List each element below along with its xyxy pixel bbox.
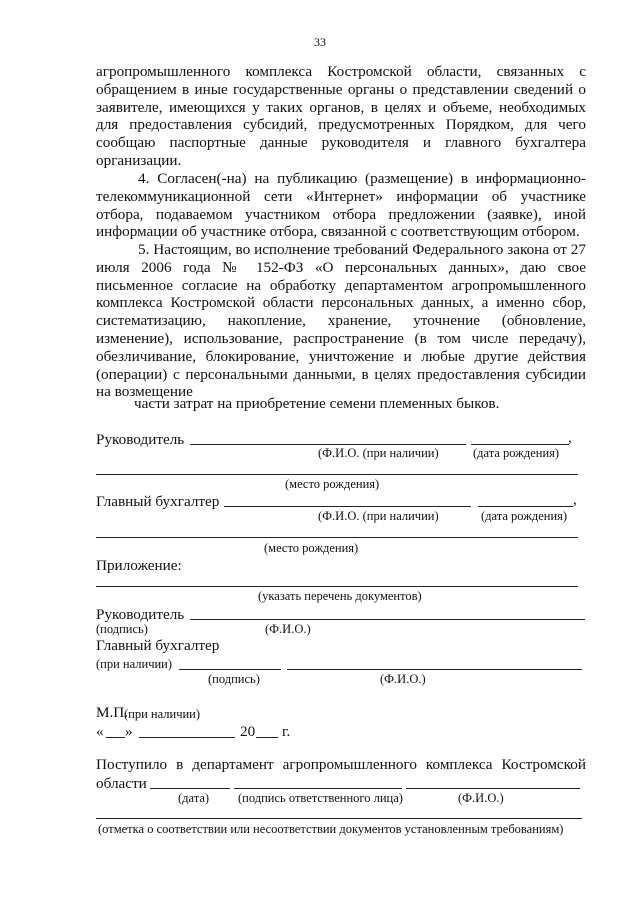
head-birthdate-line[interactable]	[471, 444, 569, 445]
comma-2: ,	[573, 491, 577, 508]
received-fio-caption: (Ф.И.О.)	[458, 791, 504, 805]
received-line-2: области	[96, 775, 147, 792]
attachment-label: Приложение:	[96, 557, 182, 574]
date-month-line[interactable]	[139, 737, 235, 738]
paragraph-publication-consent: 4. Согласен(-на) на публикацию (размещение) в информационно-телекоммуникационной сети «Интернет» информации об участнике отбора, подаваемом участником отбора предложении (заявке), иной информации об участнике отбора, связанной с соответствующим отбором.	[96, 170, 586, 241]
date-year-line[interactable]	[256, 737, 278, 738]
stamp-if-any: (при наличии)	[124, 707, 201, 721]
paragraph-consent-continuation: агропромышленного комплекса Костромской области, связанных с обращением в иные государственные органы о представлении сведений о заявителе, имеющихся у таких органов, в целях и объеме, необходимых для предоставления субсидий, предусмотренных Порядком, для чего сообщаю паспортные данные руководителя и главного бухгалтера организации.	[96, 63, 586, 169]
head-birthdate-caption: (дата рождения)	[473, 446, 560, 460]
received-date-line[interactable]	[150, 788, 230, 789]
sign-accountant-signature-caption: (подпись)	[208, 672, 260, 686]
head-birthplace-caption: (место рождения)	[285, 477, 380, 491]
head-birthplace-line[interactable]	[96, 474, 578, 475]
date-close-quote: »	[125, 723, 133, 740]
sign-head-fio-caption: (Ф.И.О.)	[265, 622, 311, 636]
accountant-birthplace-caption: (место рождения)	[264, 541, 359, 555]
sign-accountant-fio-line[interactable]	[287, 669, 582, 670]
paragraph-subsidy-purpose: части затрат на приобретение семени племенных быков.	[134, 395, 500, 412]
sign-accountant-label: Главный бухгалтер	[96, 637, 220, 654]
attachment-caption: (указать перечень документов)	[258, 589, 422, 603]
date-day-line[interactable]	[106, 737, 125, 738]
accountant-birthplace-line[interactable]	[96, 537, 578, 538]
received-date-caption: (дата)	[178, 791, 210, 805]
comma: ,	[568, 429, 572, 446]
accountant-fio-caption: (Ф.И.О. (при наличии)	[318, 509, 439, 523]
received-fio-line[interactable]	[406, 788, 580, 789]
head-label: Руководитель	[96, 431, 185, 448]
sign-accountant-signature-line[interactable]	[179, 669, 281, 670]
accountant-fio-line[interactable]	[224, 506, 471, 507]
received-responsible-caption: (подпись ответственного лица)	[238, 791, 403, 805]
accountant-label: Главный бухгалтер	[96, 493, 220, 510]
compliance-caption: (отметка о соответствии или несоответствии документов установленным требованиям)	[98, 822, 564, 836]
accountant-birthdate-line[interactable]	[478, 506, 573, 507]
accountant-birthdate-caption: (дата рождения)	[481, 509, 568, 523]
paragraph-personal-data-consent: 5. Настоящим, во исполнение требований Федерального закона от 27 июля 2006 года № 152-ФЗ «О персональных данных», даю свое письменное согласие на обработку департаментом агропромышленного комплекса Костромской области персональных данных, а именно сбор, систематизацию, накопление, хранение, уточнение (обновление, изменение), использование, распространение (в том числе передачу), обезличивание, блокирование, уничтожение и любые другие действия (операции) с персональными данными, в целях предоставления субсидии на возмещение	[96, 241, 586, 401]
stamp-label: М.П.	[96, 704, 129, 721]
page-number: 33	[314, 35, 326, 49]
compliance-line[interactable]	[96, 818, 582, 819]
received-line-1: Поступило в департамент агропромышленного комплекса Костромской	[96, 756, 586, 773]
date-year-suffix: г.	[282, 723, 291, 740]
sign-head-signature-caption: (подпись)	[96, 622, 148, 636]
attachment-line[interactable]	[96, 586, 578, 587]
date-year-prefix: 20	[240, 723, 256, 740]
sign-head-label: Руководитель	[96, 606, 185, 623]
sign-head-line[interactable]	[190, 619, 585, 620]
sign-accountant-fio-caption: (Ф.И.О.)	[380, 672, 426, 686]
date-open-quote: «	[96, 723, 104, 740]
head-fio-caption: (Ф.И.О. (при наличии)	[318, 446, 439, 460]
head-fio-line[interactable]	[190, 444, 466, 445]
sign-accountant-if-any: (при наличии)	[96, 657, 173, 671]
received-signature-line[interactable]	[234, 788, 402, 789]
